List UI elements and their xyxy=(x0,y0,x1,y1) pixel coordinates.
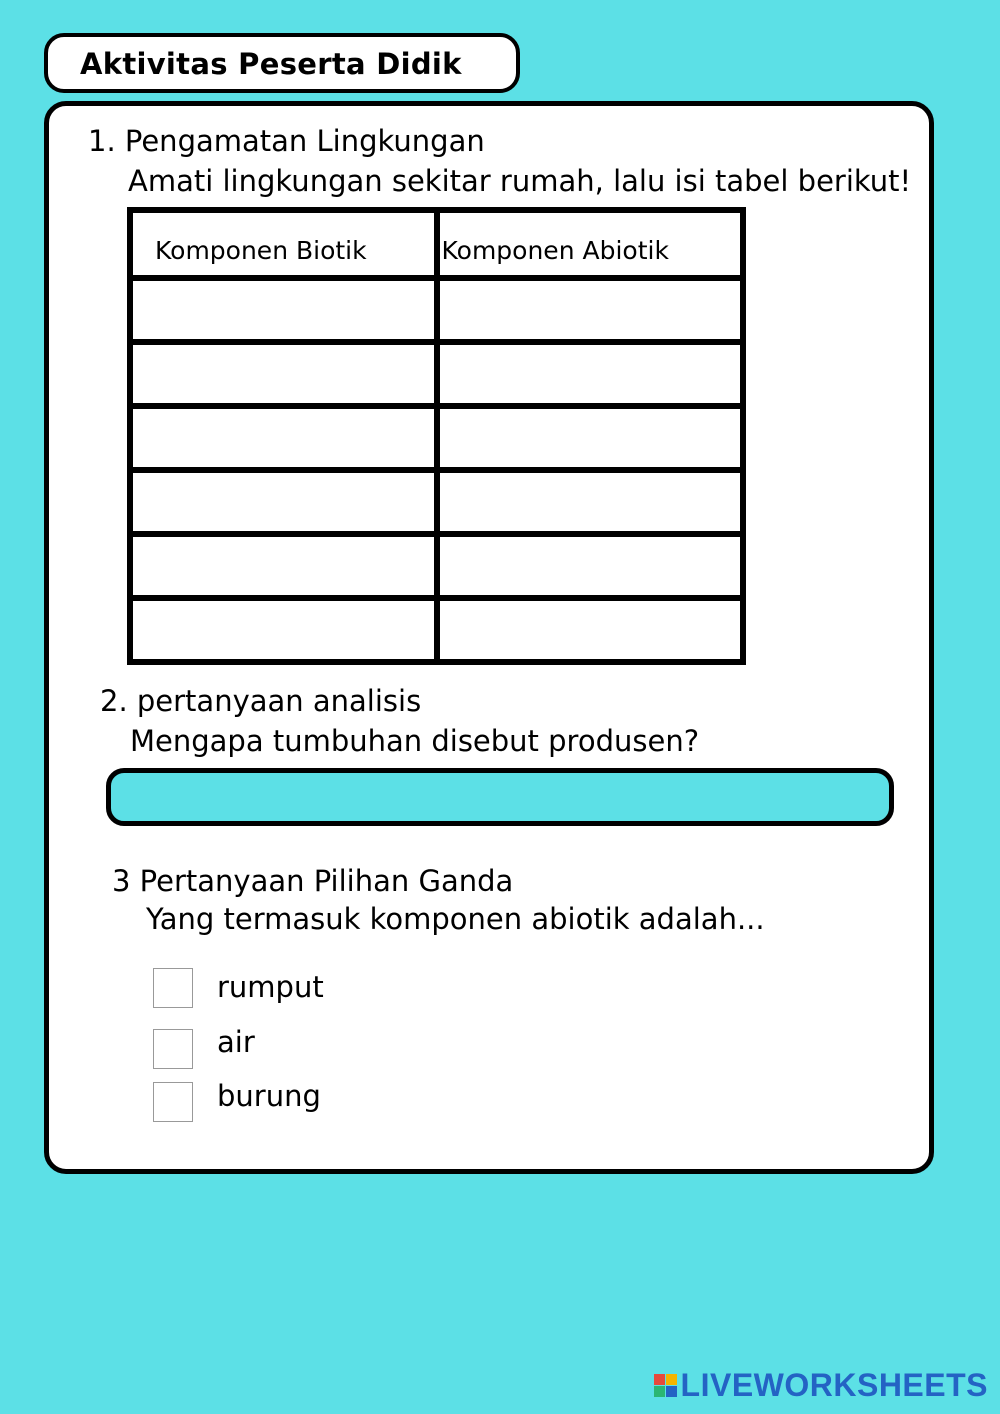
section1-heading: 1. Pengamatan Lingkungan xyxy=(88,124,485,158)
option-checkbox-rumput[interactable] xyxy=(153,968,193,1008)
observation-table xyxy=(127,207,746,665)
option-label-rumput: rumput xyxy=(217,970,324,1004)
table-row xyxy=(130,342,743,406)
column-header-abiotic: Komponen Abiotik xyxy=(437,210,744,278)
table-body xyxy=(130,278,743,662)
table-cell-biotic[interactable] xyxy=(130,470,437,534)
table-cell-biotic[interactable] xyxy=(130,534,437,598)
answer-input[interactable] xyxy=(106,768,894,826)
title-tab xyxy=(44,33,520,93)
section2-heading: 2. pertanyaan analisis xyxy=(100,684,422,718)
section2-question: Mengapa tumbuhan disebut produsen? xyxy=(130,724,700,758)
table-cell-abiotic[interactable] xyxy=(437,598,744,662)
liveworksheets-logo xyxy=(654,1367,988,1404)
column-header-biotic: Komponen Biotik xyxy=(130,210,437,278)
table-cell-abiotic[interactable] xyxy=(437,470,744,534)
liveworksheets-icon xyxy=(654,1374,677,1397)
table-row xyxy=(130,278,743,342)
table-cell-biotic[interactable] xyxy=(130,278,437,342)
brand-text: LIVEWORKSHEETS xyxy=(680,1367,988,1403)
option-checkbox-air[interactable] xyxy=(153,1029,193,1069)
table-cell-abiotic[interactable] xyxy=(437,406,744,470)
table-cell-biotic[interactable] xyxy=(130,406,437,470)
option-label-air: air xyxy=(217,1025,255,1059)
option-label-burung: burung xyxy=(217,1079,321,1113)
table-row xyxy=(130,470,743,534)
table-cell-abiotic[interactable] xyxy=(437,342,744,406)
page-title: Aktivitas Peserta Didik xyxy=(80,47,462,81)
option-checkbox-burung[interactable] xyxy=(153,1082,193,1122)
table-cell-biotic[interactable] xyxy=(130,342,437,406)
table-row xyxy=(130,598,743,662)
table-row xyxy=(130,534,743,598)
table-cell-biotic[interactable] xyxy=(130,598,437,662)
table-cell-abiotic[interactable] xyxy=(437,534,744,598)
section3-heading: 3 Pertanyaan Pilihan Ganda xyxy=(112,864,514,898)
table-cell-abiotic[interactable] xyxy=(437,278,744,342)
table-row xyxy=(130,406,743,470)
section3-question: Yang termasuk komponen abiotik adalah... xyxy=(146,902,765,936)
table-header-row xyxy=(130,210,743,278)
section1-instruction: Amati lingkungan sekitar rumah, lalu isi tabel berikut! xyxy=(128,164,912,198)
